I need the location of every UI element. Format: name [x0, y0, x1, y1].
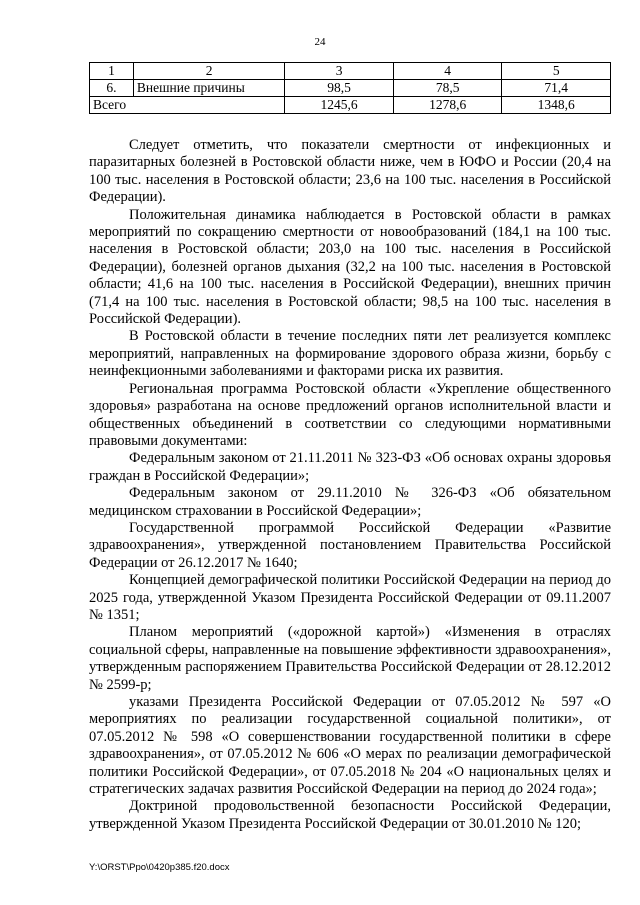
- table-header-cell: 4: [393, 63, 502, 80]
- table-row: [90, 80, 611, 97]
- paragraph: указами Президента Российской Федерации от 07.05.2012 № 597 «О мероприятиях по реализации государственной социальной политики», от 07.05.2012 № 598 «О совершенствовании государственной политики в сфере здравоохранения», от 07.05.2012 № 606 «О мерах по реализации демографической политики Российской Федерации», от 07.05.2018 № 204 «О национальных целях и стратегических задачах развития Российской Федерации на период до 2024 года»;: [89, 694, 611, 798]
- data-table: [89, 62, 611, 114]
- paragraph: Федеральным законом от 29.11.2010 № 326-ФЗ «Об обязательном медицинском страховании в Российской Федерации»;: [89, 485, 611, 519]
- table-cell-value: 78,5: [393, 80, 502, 97]
- paragraph: Доктриной продовольственной безопасности Российской Федерации, утвержденной Указом Президента Российской Федерации от 30.01.2010 № 120;: [89, 798, 611, 832]
- paragraph: Положительная динамика наблюдается в Ростовской области в рамках мероприятий по сокращению смертности от новообразований (184,1 на 100 тыс. населения в Ростовской области; 203,0 на 100 тыс. населения в Российской Федерации), болезней органов дыхания (32,2 на 100 тыс. населения в Ростовской области; 41,6 на 100 тыс. населения в Российской Федерации), внешних причин (71,4 на 100 тыс. населения в Ростовской области; 98,5 на 100 тыс. населения в Российской Федерации).: [89, 206, 611, 328]
- paragraph: В Ростовской области в течение последних пяти лет реализуется комплекс мероприятий, направленных на формирование здорового образа жизни, борьбу с неинфекционными заболеваниями и факторами риска их развития.: [89, 328, 611, 380]
- paragraph: Планом мероприятий («дорожной картой») «Изменения в отраслях социальной сферы, направленные на повышение эффективности здравоохранения», утвержденным распоряжением Правительства Российской Федерации от 28.12.2012 № 2599-р;: [89, 624, 611, 693]
- paragraph: Региональная программа Ростовской области «Укрепление общественного здоровья» разработана на основе предложений органов исполнительной власти и общественных объединений в соответствии со следующими нормативными правовыми документами:: [89, 380, 611, 449]
- paragraph: Федеральным законом от 21.11.2011 № 323-ФЗ «Об основах охраны здоровья граждан в Российской Федерации»;: [89, 450, 611, 484]
- table-total-label: Всего: [90, 97, 285, 114]
- table-cell-value: 98,5: [285, 80, 394, 97]
- table-total-value: 1348,6: [502, 97, 611, 114]
- footer-file-path: Y:\ORST\Ppo\0420p385.f20.docx: [89, 862, 230, 873]
- table-header-row: [90, 63, 611, 80]
- table-total-row: [90, 97, 611, 114]
- table-header-cell: 1: [90, 63, 134, 80]
- page-number: 24: [314, 36, 326, 48]
- table-total-value: 1245,6: [285, 97, 394, 114]
- document-body: [89, 120, 611, 833]
- table-cell-num: 6.: [90, 80, 134, 97]
- table-cell-name: Внешние причины: [133, 80, 284, 97]
- paragraph: Государственной программой Российской Федерации «Развитие здравоохранения», утвержденной постановлением Правительства Российской Федерации от 26.12.2017 № 1640;: [89, 519, 611, 571]
- table-header-cell: 2: [133, 63, 284, 80]
- table-total-value: 1278,6: [393, 97, 502, 114]
- paragraph: Следует отметить, что показатели смертности от инфекционных и паразитарных болезней в Ростовской области ниже, чем в ЮФО и России (20,4 на 100 тыс. населения в Ростовской области; 23,6 на 100 тыс. населения в Российской Федерации).: [89, 137, 611, 206]
- paragraph: Концепцией демографической политики Российской Федерации на период до 2025 года, утвержденной Указом Президента Российской Федерации от 09.11.2007 № 1351;: [89, 572, 611, 623]
- table-header-cell: 3: [285, 63, 394, 80]
- table-header-cell: 5: [502, 63, 611, 80]
- table-cell-value: 71,4: [502, 80, 611, 97]
